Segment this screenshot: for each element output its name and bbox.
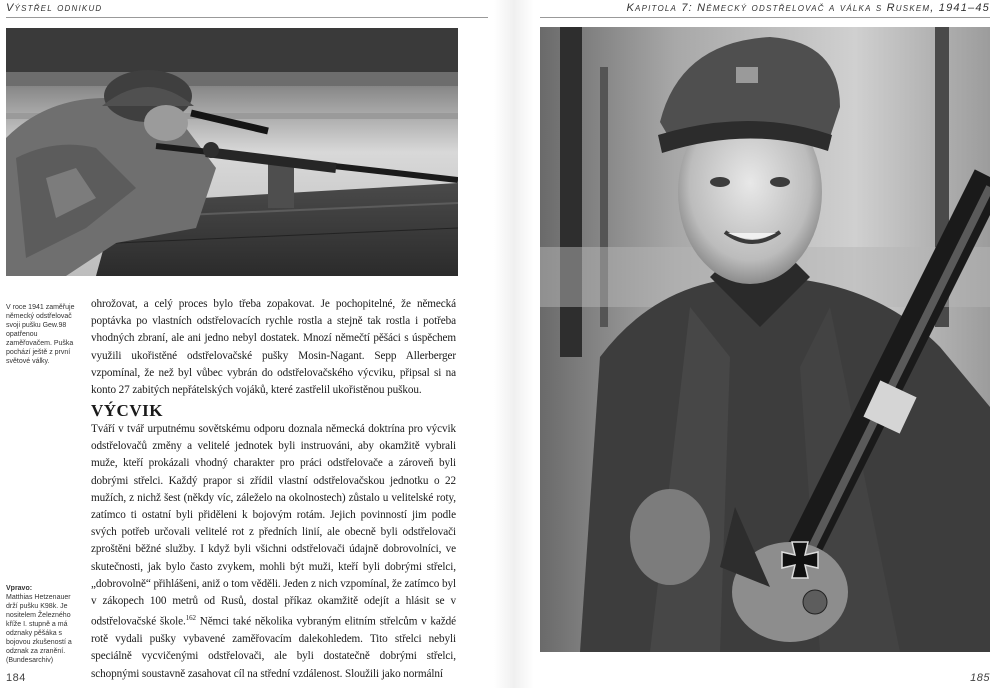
running-head-right: Kapitola 7: Německý odstřelovač a válka s Ruskem, 1941–45 xyxy=(626,2,990,14)
body-para-1-text: ohrožovat, a celý proces bylo třeba zopakovat. Je pochopitelné, že německá poptávka po vlastních odstřelovacích rychle rostla a stejně tak rostla i potřeba vhodných zbraní, ale ani jedno nebyl dostatek. Mnozí němečtí pěšáci s úspěchem využili ukořistěné odstřelovačské pušky Mosin-Nagant. Sepp Allerberger vzpomínal, že než byl vůbec vybrán do odstřelovačského výcviku, připsal si na konto 27 zabitých nepřátelských vojáků, které zastřelil ukořistěnou puškou. xyxy=(91,298,456,397)
body-para-2-cont: Němci také několika vybraným elitním střelcům v každé rotě vydali pušky vybavené zaměřovacím dalekohledem. Tito střelci nebyli speciálně vycvičenými odstřelovači, ale byli dostatečně dobrými střelci, schopnými soustavně zasahovat cíl na střední vzdálenost. Sloužili jako normální xyxy=(91,615,456,680)
page-number-left: 184 xyxy=(6,672,26,684)
sniper-aiming-photo xyxy=(6,28,458,276)
body-para-2-main: Tváří v tvář urputnému sovětskému odporu doznala německá doktrína pro výcvik odstřelovačů změny a velitelé jednotek byli instruováni, aby okamžitě vybrali muže, kteří prokázali vhodný charakter pro práci odstřelovače a zároveň byli dobrými střelci. Každý prapor si zřídil vlastní odstřelovačskou jednotku o 22 mužích, z nichž šest (někdy víc, záleželo na okolnostech) zůstalo u velitelské roty, zatímco ti ostatní byli přiděleni k bojovým rotám. Jejich povinností jim podle svých potřeb určovali velitelé rot z předních linií, ale obecně byli odstřelovači zproštěni běžné služby. I když byli všichni odstřelovači údajně dobrovolníci, ve skutečnosti, jak bylo často zvykem, mohli být muži, kteří byli dobrými střelci, „dobrovolně“ přihlášeni, aniž o tom věděli. Jeden z nich vzpomínal, že zatímco byl v zákopech 100 metrů od Rusů, dostal příkaz okamžitě odejít a hlásit se v odstřelovačské škole. xyxy=(91,423,456,628)
caption-right-body: Matthias Hetzenauer drží pušku K98k. Je nositelem Železného kříže I. stupně a má odznaky pěšáka s bojovou zkušeností a odznak za zranění. (Bundesarchiv) xyxy=(6,594,72,664)
body-para-1 xyxy=(91,296,456,399)
header-rule-left xyxy=(6,17,488,18)
section-heading: VÝCVIK xyxy=(91,401,163,420)
soldier-portrait-photo-icon xyxy=(540,27,990,652)
header-rule-right xyxy=(540,17,990,18)
page-number-right: 185 xyxy=(970,672,990,684)
caption-right-title: Vpravo: xyxy=(6,585,33,592)
page-gutter xyxy=(494,0,534,688)
sniper-aiming-photo-icon xyxy=(6,28,458,276)
body-para-2 xyxy=(91,421,456,683)
caption-top-left: V roce 1941 zaměřuje německý odstřelovač svoji pušku Gew.98 opatřenou zaměřovačem. Puška pochází ještě z první světové války. xyxy=(6,304,75,365)
caption-right-photo xyxy=(6,584,84,665)
running-head-left: Výstřel odnikud xyxy=(6,2,103,14)
soldier-portrait-photo xyxy=(540,27,990,652)
footnote-ref[interactable]: 162 xyxy=(185,614,196,623)
body-para-2-text xyxy=(91,421,456,683)
